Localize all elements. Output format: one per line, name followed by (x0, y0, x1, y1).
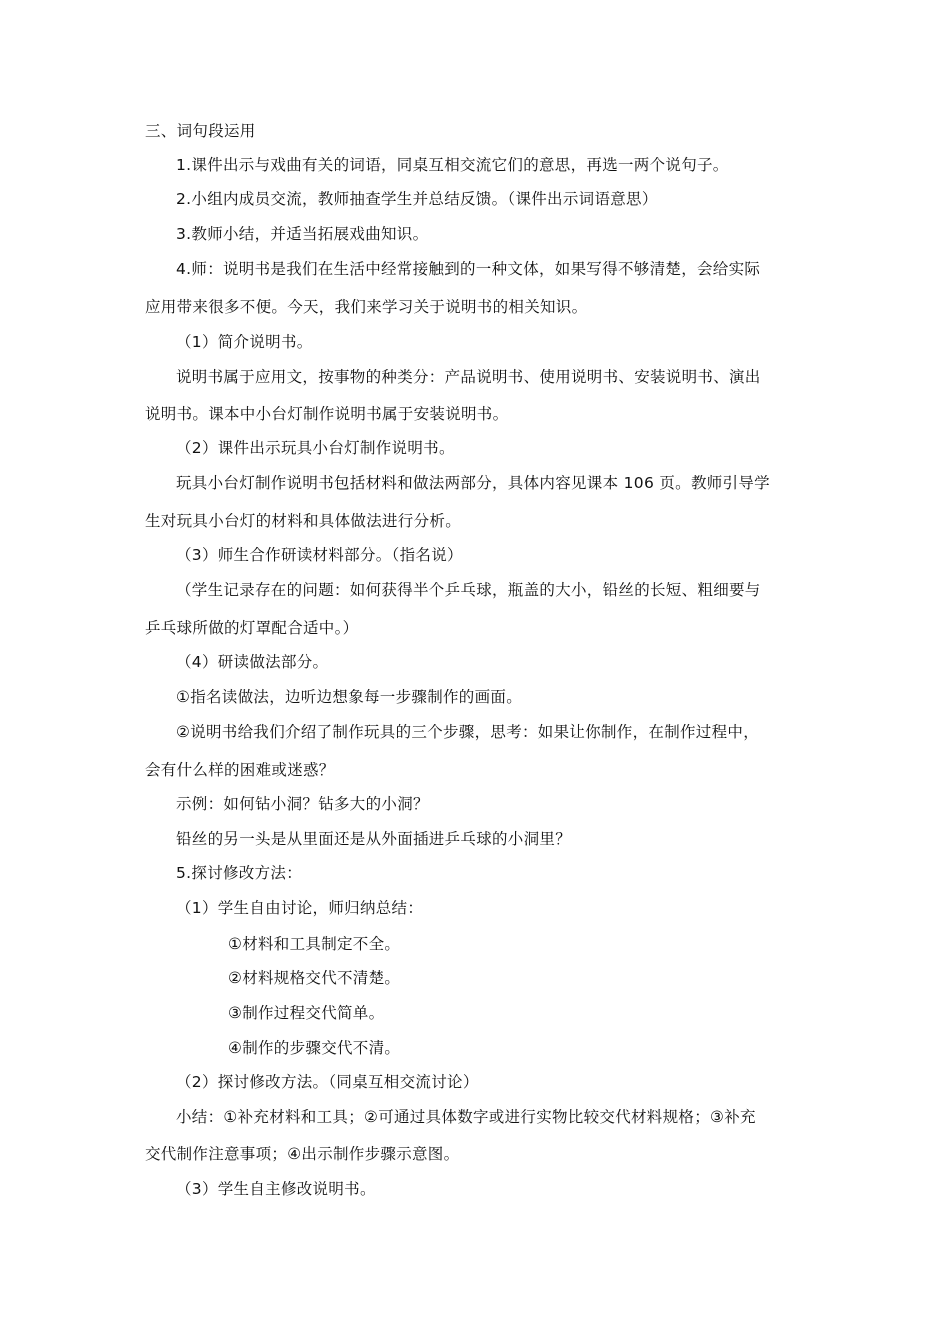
paragraph-line: 说明书属于应用文，按事物的种类分：产品说明书、使用说明书、安装说明书、演出 (176, 368, 761, 386)
paragraph-line: （3）学生自主修改说明书。 (176, 1180, 376, 1198)
paragraph-line: 说明书。课本中小台灯制作说明书属于安装说明书。 (145, 405, 509, 423)
paragraph-line: 1.课件出示与戏曲有关的词语，同桌互相交流它们的意思，再选一两个说句子。 (176, 156, 729, 174)
paragraph-line: 铅丝的另一头是从里面还是从外面插进乒乓球的小洞里？ (176, 830, 572, 848)
list-item: ①材料和工具制定不全。 (228, 935, 401, 953)
paragraph-line: （学生记录存在的问题：如何获得半个乒乓球，瓶盖的大小，铅丝的长短、粗细要与 (176, 581, 761, 599)
paragraph-line: 小结：①补充材料和工具；②可通过具体数字或进行实物比较交代材料规格；③补充 (176, 1108, 756, 1126)
section-heading: 三、词句段运用 (145, 122, 256, 140)
paragraph-line: 交代制作注意事项；④出示制作步骤示意图。 (145, 1145, 460, 1163)
paragraph-line: 4.师：说明书是我们在生活中经常接触到的一种文体，如果写得不够清楚，会给实际 (176, 260, 761, 278)
paragraph-line: （2）课件出示玩具小台灯制作说明书。 (176, 439, 455, 457)
paragraph-line: 5.探讨修改方法： (176, 864, 302, 882)
paragraph-line: （2）探讨修改方法。（同桌互相交流讨论） (176, 1073, 479, 1091)
list-item: ②材料规格交代不清楚。 (228, 969, 401, 987)
paragraph-line: 会有什么样的困难或迷惑？ (145, 761, 335, 779)
paragraph-line: （1）简介说明书。 (176, 333, 313, 351)
list-item: ④制作的步骤交代不清。 (228, 1039, 401, 1057)
paragraph-line: 生对玩具小台灯的材料和具体做法进行分析。 (145, 512, 462, 530)
paragraph-line: （3）师生合作研读材料部分。（指名说） (176, 546, 463, 564)
paragraph-line: （1）学生自由讨论，师归纳总结： (176, 899, 424, 917)
paragraph-line: 2.小组内成员交流，教师抽查学生并总结反馈。（课件出示词语意思） (176, 190, 658, 208)
list-item: ③制作过程交代简单。 (228, 1004, 385, 1022)
paragraph-line: 应用带来很多不便。今天，我们来学习关于说明书的相关知识。 (145, 298, 588, 316)
paragraph-line: 乒乓球所做的灯罩配合适中。） (145, 619, 359, 637)
paragraph-line: 示例：如何钻小洞？钻多大的小洞？ (176, 795, 429, 813)
paragraph-line: 玩具小台灯制作说明书包括材料和做法两部分，具体内容见课本 106 页。教师引导学 (176, 474, 770, 492)
paragraph-line: 3.教师小结，并适当拓展戏曲知识。 (176, 225, 429, 243)
paragraph-line: ②说明书给我们介绍了制作玩具的三个步骤，思考：如果让你制作，在制作过程中， (176, 723, 759, 741)
paragraph-line: ①指名读做法，边听边想象每一步骤制作的画面。 (176, 688, 522, 706)
paragraph-line: （4）研读做法部分。 (176, 653, 329, 671)
